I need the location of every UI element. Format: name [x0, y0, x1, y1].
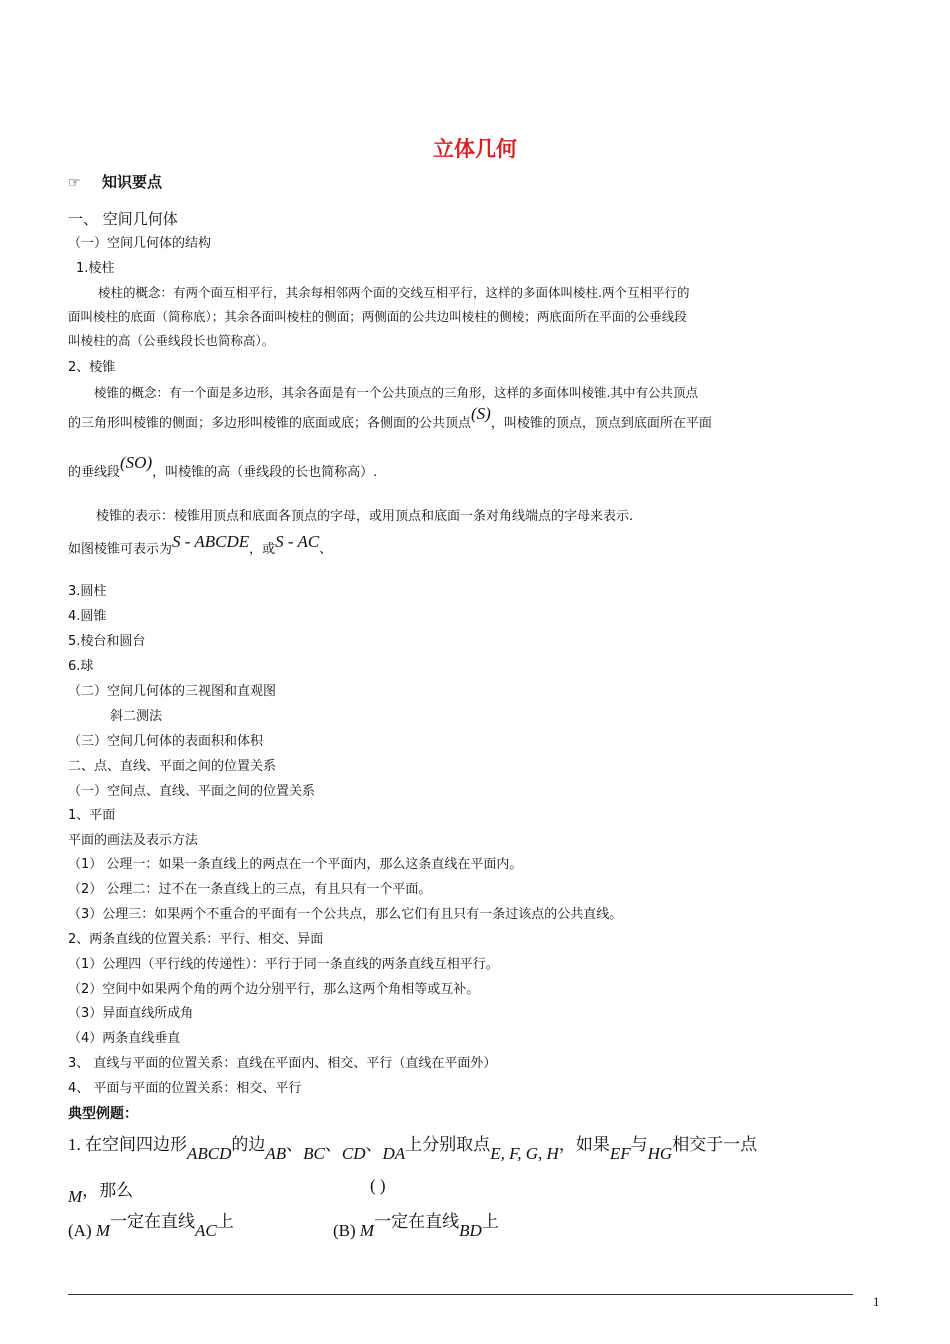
footer-divider — [68, 1294, 853, 1295]
perpendicular-lines: （4）两条直线垂直 — [68, 1031, 181, 1046]
option-b-text: 一定在直线 — [374, 1212, 460, 1231]
prism-line-3: 叫棱柱的高（公垂线段长也简称高）。 — [68, 333, 275, 348]
q1-text-5: 与 — [630, 1135, 648, 1154]
question-number: 1. — [68, 1135, 81, 1154]
q1-separator: 、 — [286, 1135, 304, 1154]
plane-drawing: 平面的画法及表示方法 — [68, 833, 199, 848]
axiom-3: （3）公理三：如果两个不重合的平面有一个公共点，那么它们有且只有一条过该点的公共直线。 — [68, 907, 623, 922]
heading-plane-plane: 4、 平面与平面的位置关系：相交、平行 — [68, 1081, 302, 1096]
heading-plane: 1、平面 — [68, 808, 116, 823]
heading-point-line-plane: （一）空间点、直线、平面之间的位置关系 — [68, 784, 316, 799]
q1-point-m: M — [68, 1187, 83, 1206]
pyramid-representation: 棱锥的表示：棱锥用顶点和底面各顶点的字母，或用顶点和底面一条对角线端点的字母来表示. — [96, 509, 634, 524]
page-number: 1 — [873, 1294, 880, 1309]
examples-label: 典型例题： — [68, 1106, 138, 1122]
option-a — [68, 1207, 234, 1240]
pyramid-paragraph — [68, 381, 883, 405]
pyramid-line-1: 棱锥的概念：有一个面是多边形，其余各面是有一个公共顶点的三角形，这样的多面体叫棱锥.其中有公共顶点 — [94, 385, 698, 400]
heading-area-volume: （三）空间几何体的表面积和体积 — [68, 734, 264, 749]
pyramid-example — [68, 531, 333, 557]
axiom-4: （1）公理四（平行线的传递性）：平行于同一条直线的两条直线互相平行。 — [68, 957, 499, 972]
option-a-text: 一定在直线 — [110, 1212, 196, 1231]
q1-text-7: ，那么 — [82, 1181, 134, 1200]
heading-solid-geometry: 一、 空间几何体 — [68, 210, 178, 228]
q1-quadrilateral: ABCD — [187, 1144, 232, 1163]
option-a-end: 上 — [216, 1212, 234, 1231]
option-b-label: (B) — [333, 1221, 356, 1240]
q1-text-6: 相交于一点 — [672, 1135, 758, 1154]
pyramid-line-3-text-b: ，叫棱锥的高（垂线段的长也简称高）. — [152, 465, 378, 480]
pyramid-line-2-text-a: 的三角形叫棱锥的侧面；多边形叫棱锥的底面或底；各侧面的公共顶点 — [68, 416, 472, 431]
axiom-1: （1） 公理一：如果一条直线上的两点在一个平面内，那么这条直线在平面内。 — [68, 857, 523, 872]
heading-frustum: 5.棱台和圆台 — [68, 634, 146, 649]
option-b-end: 上 — [481, 1212, 499, 1231]
q1-text-3: 上分别取点 — [405, 1135, 491, 1154]
pyramid-line-2-text-b: ，叫棱锥的顶点，顶点到底面所在平面 — [490, 416, 712, 431]
pointing-hand-icon: ☞ — [68, 175, 81, 191]
q1-text-4: ，如果 — [558, 1135, 610, 1154]
q1-separator: 、 — [365, 1135, 383, 1154]
q1-separator: 、 — [324, 1135, 342, 1154]
q1-line-ef: EF — [609, 1144, 631, 1163]
height-symbol: (SO) — [120, 453, 153, 472]
heading-two-lines: 2、两条直线的位置关系：平行、相交、异面 — [68, 932, 324, 947]
option-b-line: BD — [459, 1221, 482, 1240]
pyramid-line-3 — [68, 453, 378, 481]
heading-structure: （一）空间几何体的结构 — [68, 236, 212, 251]
q1-points: E, F, G, H — [490, 1144, 559, 1163]
option-a-point: M — [95, 1221, 111, 1240]
option-b-point: M — [359, 1221, 375, 1240]
pyramid-example-text-a: 如图棱锥可表示为 — [68, 542, 173, 557]
prism-line-2: 面叫棱柱的底面（简称底）；其余各面叫棱柱的侧面；两侧面的公共边叫棱柱的侧棱；两底面所在平面的公垂线段 — [68, 309, 687, 324]
pyramid-example-text-b: ，或 — [249, 542, 276, 557]
q1-text-1: 在空间四边形 — [85, 1135, 187, 1154]
answer-blank: ( ) — [370, 1176, 386, 1195]
pyramid-example-text-c: 、 — [319, 542, 333, 557]
heading-sphere: 6.球 — [68, 659, 94, 674]
question-1-line-2 — [68, 1176, 134, 1206]
pyramid-notation-1: S - ABCDE — [172, 532, 250, 551]
prism-paragraph — [68, 281, 883, 353]
heading-three-views: （二）空间几何体的三视图和直观图 — [68, 684, 277, 699]
option-b — [333, 1207, 499, 1240]
heading-line-plane: 3、 直线与平面的位置关系：直线在平面内、相交、平行（直线在平面外） — [68, 1056, 497, 1071]
pyramid-notation-2: S - AC — [275, 532, 320, 551]
heading-cone: 4.圆锥 — [68, 609, 107, 624]
page-title: 立体几何 — [433, 137, 517, 161]
q1-edge-da: DA — [382, 1144, 406, 1163]
heading-pyramid: 2、棱锥 — [68, 360, 116, 375]
q1-edge-ab: AB — [265, 1144, 287, 1163]
heading-prism: 1.棱柱 — [76, 261, 115, 276]
oblique-method: 斜二测法 — [110, 709, 163, 724]
pyramid-line-3-text-a: 的垂线段 — [68, 465, 121, 480]
section-header: 知识要点 — [102, 173, 163, 191]
option-a-label: (A) — [68, 1221, 92, 1240]
axiom-2: （2） 公理二：过不在一条直线上的三点，有且只有一个平面。 — [68, 882, 432, 897]
q1-line-hg: HG — [647, 1144, 673, 1163]
apex-symbol: (S) — [471, 404, 491, 423]
q1-edge-cd: CD — [341, 1144, 366, 1163]
question-1-line-1 — [68, 1130, 758, 1163]
q1-edge-bc: BC — [303, 1144, 325, 1163]
prism-line-1: 棱柱的概念：有两个面互相平行，其余每相邻两个面的交线互相平行，这样的多面体叫棱柱.两个互相平行的 — [98, 285, 690, 300]
heading-positional-relations: 二、点、直线、平面之间的位置关系 — [68, 759, 277, 774]
q1-text-2: 的边 — [231, 1135, 266, 1154]
heading-cylinder: 3.圆柱 — [68, 584, 107, 599]
pyramid-line-2 — [68, 404, 712, 432]
skew-lines-angle: （3）异面直线所成角 — [68, 1006, 194, 1021]
angle-theorem: （2）空间中如果两个角的两个边分别平行，那么这两个角相等或互补。 — [68, 982, 480, 997]
option-a-line: AC — [195, 1221, 217, 1240]
